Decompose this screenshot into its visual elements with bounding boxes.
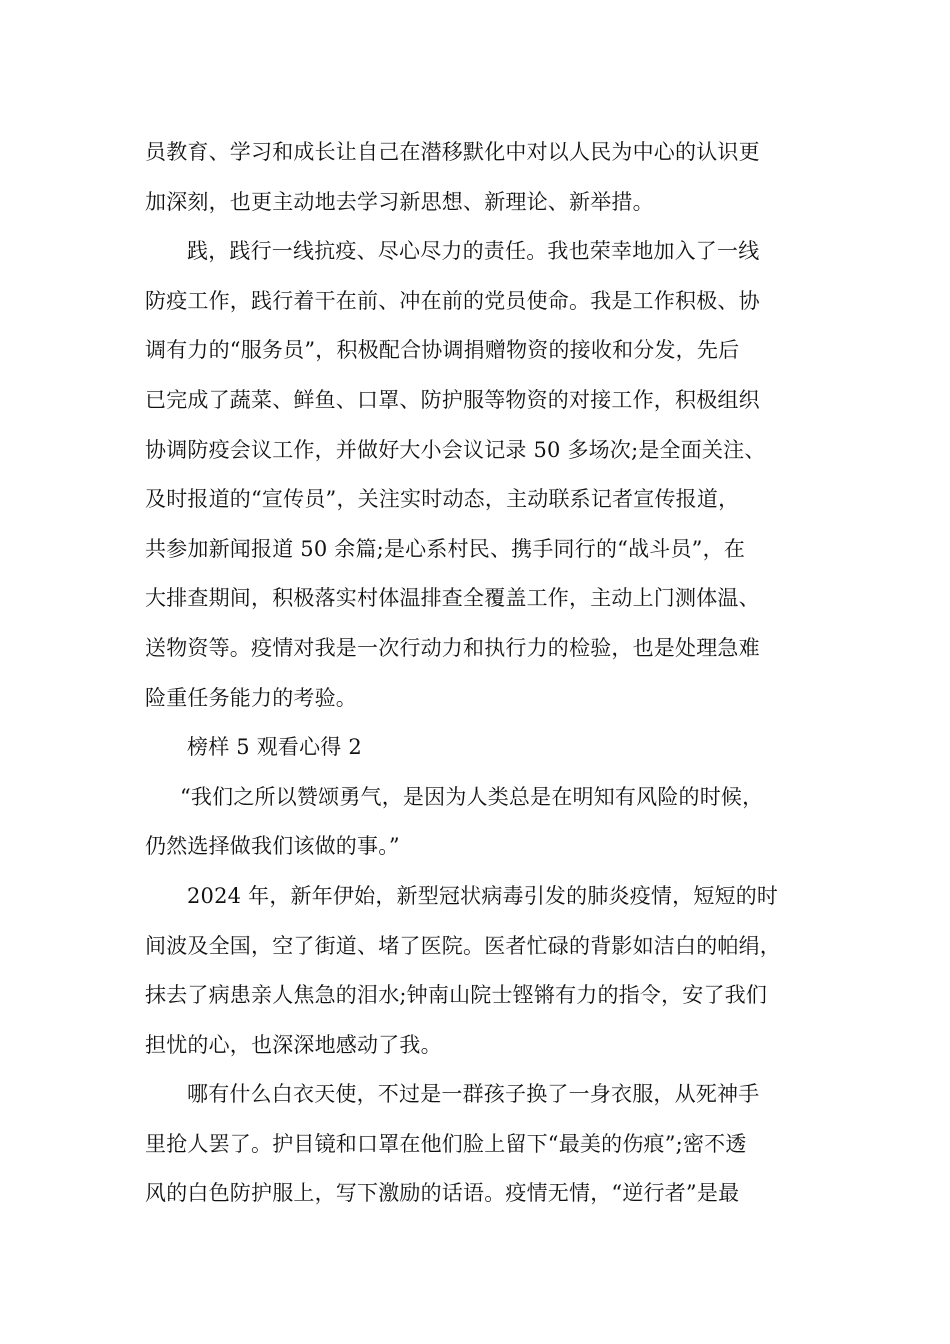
quote-line: 仍然选择做我们该做的事。” (145, 834, 400, 859)
paragraph-line: 员教育、学习和成长让自己在潜移默化中对以人民为中心的认识更 (145, 140, 760, 164)
section-heading: 榜样 5 观看心得 2 (187, 735, 362, 760)
paragraph-line: 担忧的心，也深深地感动了我。 (145, 1032, 442, 1057)
paragraph-line: 加深刻，也更主动地去学习新思想、新理论、新举措。 (145, 189, 654, 214)
paragraph-line: 及时报道的“宣传员”，关注实时动态，主动联系记者宣传报道， (145, 487, 740, 512)
paragraph-line: 风的白色防护服上，写下激励的话语。疫情无情，“逆行者”是最 (145, 1181, 740, 1206)
paragraph-line: 里抢人罢了。护目镜和口罩在他们脸上留下“最美的伤痕”;密不透 (145, 1131, 747, 1156)
paragraph-line: 践，践行一线抗疫、尽心尽力的责任。我也荣幸地加入了一线 (187, 239, 760, 264)
paragraph-line: 共参加新闻报道 50 余篇;是心系村民、携手同行的“战斗员”，在 (145, 536, 746, 561)
paragraph-line: 抹去了病患亲人焦急的泪水;钟南山院士铿锵有力的指令，安了我们 (145, 983, 768, 1008)
paragraph-line: 间波及全国，空了街道、堵了医院。医者忙碌的背影如洁白的帕绢， (145, 933, 781, 958)
paragraph-line: 调有力的“服务员”，积极配合协调捐赠物资的接收和分发，先后 (145, 338, 740, 363)
paragraph-line: 2024 年，新年伊始，新型冠状病毒引发的肺炎疫情，短短的时 (187, 883, 779, 908)
paragraph-line: 哪有什么白衣天使，不过是一群孩子换了一身衣服，从死神手 (187, 1082, 760, 1107)
paragraph-line: 防疫工作，践行着干在前、冲在前的党员使命。我是工作积极、协 (145, 288, 760, 313)
paragraph-line: 协调防疫会议工作，并做好大小会议记录 50 多场次;是全面关注、 (145, 437, 766, 462)
paragraph-line: 大排查期间，积极落实村体温排查全覆盖工作，主动上门测体温、 (145, 586, 760, 611)
paragraph-line: 已完成了蔬菜、鲜鱼、口罩、防护服等物资的对接工作，积极组织 (145, 387, 760, 412)
document-body (145, 128, 835, 1219)
paragraph-line: 险重任务能力的考验。 (145, 685, 357, 710)
paragraph-line: 送物资等。疫情对我是一次行动力和执行力的检验，也是处理急难 (145, 635, 760, 660)
quote-line: “我们之所以赞颂勇气，是因为人类总是在明知有风险的时候， (180, 784, 764, 809)
